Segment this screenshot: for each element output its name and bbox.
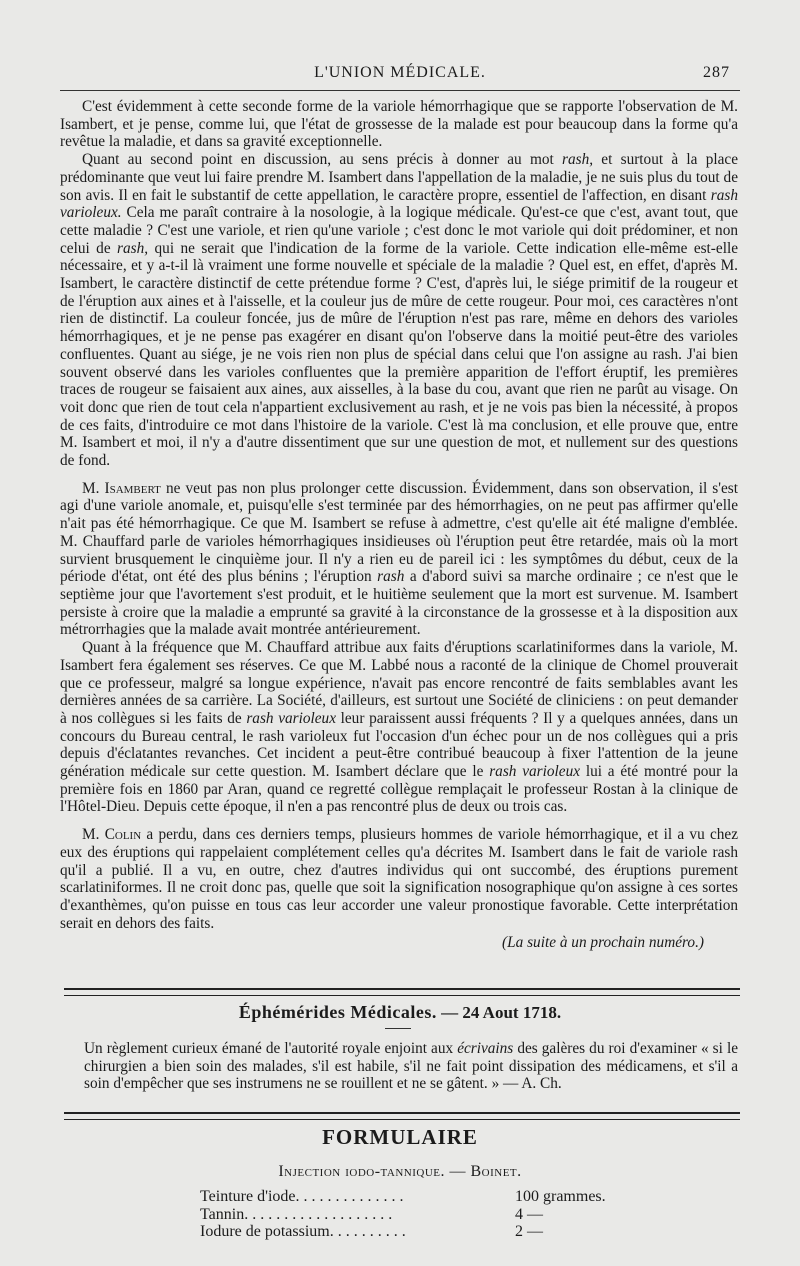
ephemerides-body bbox=[84, 1040, 738, 1093]
recipe-list bbox=[200, 1188, 620, 1241]
continuation-note: (La suite à un prochain numéro.) bbox=[502, 934, 704, 952]
text-run: lui a été montré pour la première fois en 1860 par Aran, quand ce regretté collègue remplaçait le professeur Rostan à la clinique de l'Hôtel-Dieu. Depuis cette époque, il n'en a pas rencontré plus de deux ou trois cas. bbox=[60, 763, 739, 816]
text-run: Cela me paraît contraire à la nosologie, à la logique médicale. Qu'est-ce que c'est, avant tout, que cette maladie ? C'est une variole, et rien qu'une variole ; c'est donc le mot variole qui doit prédominer, et non celui de bbox=[60, 204, 738, 257]
ephemerides-text bbox=[84, 1040, 738, 1093]
text-run: rash bbox=[377, 568, 405, 586]
paragraph bbox=[60, 480, 738, 639]
paragraph bbox=[60, 639, 738, 816]
section-divider bbox=[64, 988, 740, 996]
paragraphs bbox=[60, 98, 738, 932]
paragraph bbox=[60, 826, 738, 932]
text-run: Colin bbox=[104, 826, 142, 844]
formulaire-title: FORMULAIRE bbox=[322, 1125, 478, 1149]
text-run: qui ne serait que l'indication de la forme de la variole. Cette indication elle-même est-elle nécessaire, et y a-t-il là vraiment une forme nouvelle et spéciale de la maladie ? Quel est, en effet, d'après M. Isambert, le caractère distinctif de cette prétendue forme ? C'est, d'après lui, le siége primitif de la rougeur et de l'éruption aux aines et à l'aisselle, et la couleur jus de mûre de cette rougeur. Pour moi, ces caractères n'ont rien de distinctif. La couleur foncée, jus de mûre de l'éruption n'est pas rare, même en dehors des varioles hémorrhagiques, et je ne pense pas exagérer en disant qu'on l'observe dans la moitié peut-être des varioles confluentes. Quant au siége, je ne vois rien non plus de spécial dans celui que l'on assigne au rash. J'ai bien souvent observé dans les varioles confluentes que la première apparition de l'effort éruptif, les premières traces de rougeur se faisaient aux aines, aux aisselles, à la base du cou, avant que rien ne parût au visage. On voit donc que rien de tout cela n'appartient exclusivement au rash, et je ne vois pas bien la nécessité, à propos de ces faits, d'introduire ce mot dans l'histoire de la variole. C'est là ma conclusion, et elle prouve que, entre M. Isambert et moi, il n'y a d'autre dissentiment que sur une question de mot, et nullement sur des questions de fond. bbox=[60, 239, 738, 470]
journal-title: L'UNION MÉDICALE. bbox=[314, 64, 486, 81]
text-run: Quant à la fréquence que M. Chauffard attribue aux faits d'éruptions scarlatiniformes dans la variole, M. Isambert fera également ses réserves. Ce que M. Labbé nous a raconté de la clinique de Chomel prouverait que ce professeur, malgré sa longue expérience, n'avait pas encore rencontré de faits semblables avant les dernières années de sa carrière. La Société, d'ailleurs, est surtout une Société de cliniciens : on peut demander à nos collègues si les faits de bbox=[60, 639, 738, 727]
text-run: rash, bbox=[117, 239, 149, 257]
text-run: des galères du roi d'examiner « si le chirurgien a bien soin des malades, s'il est habile, s'il ne fait point dissipation des médicamens, et s'il a soin d'empêcher que ses instrumens ne se rouillent et ne se gâtent. » — A. Ch. bbox=[84, 1040, 738, 1093]
text-run: Un règlement curieux émané de l'autorité royale enjoint aux bbox=[84, 1040, 458, 1057]
formula-subtitle: Injection iodo-tannique. — Boinet. bbox=[278, 1163, 522, 1180]
paragraph bbox=[60, 151, 738, 470]
article-body bbox=[60, 98, 738, 952]
text-run: rash varioleux bbox=[246, 709, 336, 727]
ingredient-quantity: 100 grammes. bbox=[515, 1188, 606, 1205]
ephemerides-heading bbox=[60, 1002, 740, 1023]
ingredient-name: Teinture d'iode. . . . . . . . . . . . . . bbox=[200, 1188, 404, 1205]
text-run: Quant au second point en discussion, au sens précis à donner au mot bbox=[82, 151, 563, 169]
paragraph bbox=[60, 98, 738, 151]
text-run: M. bbox=[82, 826, 105, 844]
short-rule bbox=[385, 1028, 411, 1029]
text-run: rash varioleux. bbox=[60, 186, 738, 222]
ingredient-row bbox=[200, 1206, 620, 1224]
text-run: leur paraissent aussi fréquents ? Il y a quelques années, dans un concours du Bureau central, le rash varioleux fut l'occasion d'un échec pour un de nos collègues qui a pris depuis d'éclatantes revanches. Cet incident a peut-être contribué beaucoup à fixer l'attention de la jeune génération médicale sur cette question. M. Isambert déclare que le bbox=[60, 709, 739, 781]
text-run: rash varioleux bbox=[489, 763, 581, 781]
text-run: et surtout à la place prédominante que veut lui faire prendre M. Isambert dans l'appellation de la maladie, je ne suis plus du tout de son avis. Il en fait le substantif de cette appellation, le caractère propre, essentiel de l'affection, en disant bbox=[60, 151, 739, 204]
ingredient-name: Tannin. . . . . . . . . . . . . . . . . . . bbox=[200, 1205, 393, 1223]
header-rule bbox=[60, 90, 740, 91]
ephemerides-title: Éphémérides Médicales. bbox=[238, 1002, 437, 1022]
ingredient-row bbox=[200, 1223, 620, 1241]
text-run: écrivains bbox=[457, 1040, 514, 1057]
text-run: ne veut pas non plus prolonger cette discussion. Évidemment, dans son observation, il s'est agi d'une variole anomale, et, puisqu'elle s'est terminée par des hémorrhagies, on ne peut pas affirmer qu'elle n'ait pas été hémorrhagique. Ce que M. Isambert se refuse à admettre, c'est qu'elle ait été maligne d'emblée. M. Chauffard parle de varioles hémorrhagiques insidieuses où l'éruption peut être retardée, mais où la mort survient brusquement le cinquième jour. Il n'y a rien eu de pareil ici : les symptômes du début, ceux de la période d'état, ont été des plus bénins ; l'éruption bbox=[60, 479, 738, 586]
page-number: 287 bbox=[703, 64, 730, 81]
page-header bbox=[60, 60, 740, 90]
ephemerides-date: — 24 Aout 1718. bbox=[441, 1003, 562, 1022]
section-divider bbox=[64, 1112, 740, 1120]
text-run: C'est évidemment à cette seconde forme de la variole hémorrhagique que se rapporte l'observation de M. Isambert, et je pense, comme lui, que l'état de grossesse de la malade est pour beaucoup dans la forme qu'a revêtue la maladie, et dans sa gravité exceptionnelle. bbox=[60, 98, 738, 151]
text-run: a perdu, dans ces derniers temps, plusieurs hommes de variole hémorrhagique, et il a vu chez eux des éruptions qui rappelaient complétement celles qu'a décrites M. Isambert dans le fait de variole rash qu'il a publié. Il a vu, en outre, chez d'autres individus qui ont succombé, des éruptions purement scarlatiniformes. Il ne croit donc pas, quelle que soit la signification nosographique qu'on assigne à ces sortes d'exanthèmes, qu'on puisse en tous cas leur accorder une valeur pronostique favorable. Cette interprétation serait en dehors des faits. bbox=[60, 826, 738, 932]
ingredient-quantity: 2 — bbox=[515, 1223, 543, 1240]
text-run: Isambert bbox=[104, 479, 161, 497]
ingredient-row bbox=[200, 1188, 620, 1206]
ingredient-name: Iodure de potassium. . . . . . . . . . bbox=[200, 1223, 406, 1240]
text-run: rash, bbox=[562, 151, 594, 169]
text-run: M. bbox=[82, 479, 105, 497]
text-run: a d'abord suivi sa marche ordinaire ; ce n'est que le septième jour que l'avortement s'est produit, et le huitième seulement que la mort est survenue. M. Isambert persiste à croire que la maladie a emprunté sa gravité à la circonstance de la grossesse et à la disposition aux métrorrhagies que la malade avait montrée antérieurement. bbox=[60, 568, 738, 639]
ingredient-quantity: 4 — bbox=[515, 1205, 543, 1223]
